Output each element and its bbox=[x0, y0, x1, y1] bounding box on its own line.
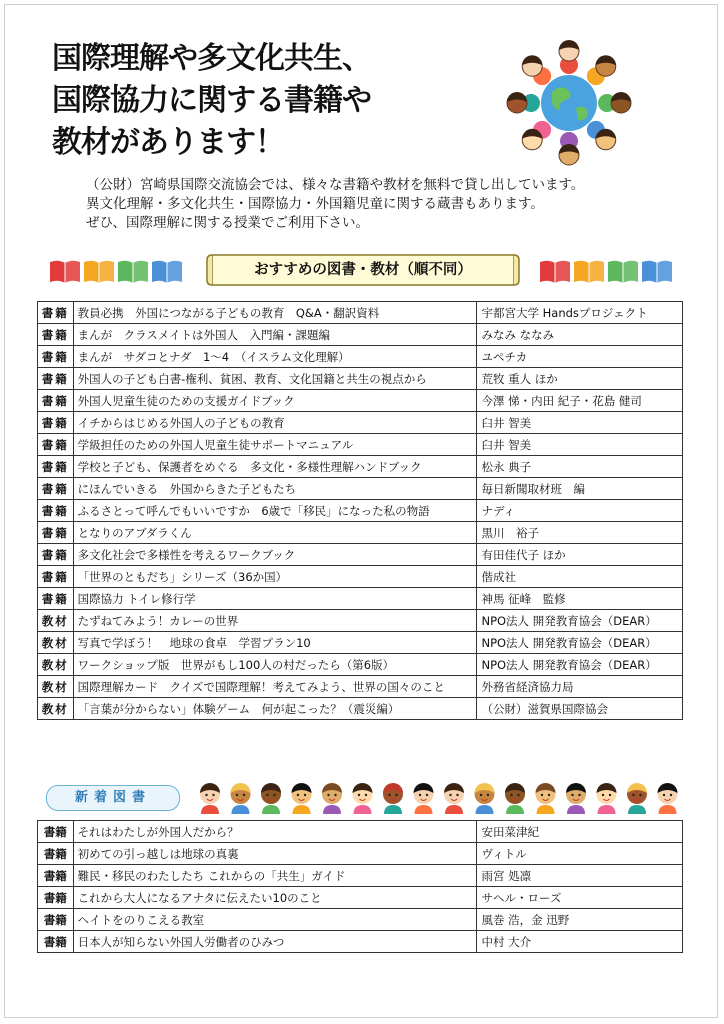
child-face-icon bbox=[536, 783, 556, 814]
open-book-icon bbox=[50, 261, 80, 283]
author-cell: 宇都宮大学 Handsプロジェクト bbox=[477, 302, 683, 324]
title-line-1: 国際理解や多文化共生、 bbox=[52, 41, 371, 76]
open-book-icon bbox=[574, 261, 604, 283]
title-cell: 学級担任のための外国人児童生徒サポートマニュアル bbox=[73, 434, 477, 456]
book-icons-left bbox=[48, 258, 188, 288]
author-cell: サヘル・ローズ bbox=[477, 887, 683, 909]
child-face-icon bbox=[566, 783, 586, 814]
child-icon bbox=[559, 40, 579, 74]
table-row bbox=[38, 434, 683, 456]
title-cell: 写真で学ぼう！ 地球の食卓 学習プラン10 bbox=[73, 632, 477, 654]
child-face-icon bbox=[597, 783, 617, 814]
table-row bbox=[38, 887, 683, 909]
author-cell: 荒牧 重人 ほか bbox=[477, 368, 683, 390]
title-cell: 外国人児童生徒のための支援ガイドブック bbox=[73, 390, 477, 412]
child-face-icon bbox=[658, 783, 678, 814]
child-face-icon bbox=[444, 783, 464, 814]
category-cell: 教材 bbox=[38, 698, 74, 720]
table-row bbox=[38, 412, 683, 434]
author-cell: 雨宮 処凛 bbox=[477, 865, 683, 887]
child-face-icon bbox=[383, 783, 403, 814]
globe-with-children-icon bbox=[494, 28, 644, 178]
table-row bbox=[38, 522, 683, 544]
author-cell: 外務省経済協力局 bbox=[477, 676, 683, 698]
category-cell: 書籍 bbox=[38, 821, 74, 843]
table-row bbox=[38, 865, 683, 887]
category-cell: 書籍 bbox=[38, 544, 74, 566]
table-row bbox=[38, 302, 683, 324]
category-cell: 書籍 bbox=[38, 478, 74, 500]
banner-label: おすすめの図書・教材（順不同） bbox=[254, 262, 472, 278]
author-cell: ユペチカ bbox=[477, 346, 683, 368]
author-cell: 有田佳代子 ほか bbox=[477, 544, 683, 566]
author-cell: 毎日新聞取材班 編 bbox=[477, 478, 683, 500]
author-cell: NPO法人 開発教育協会（DEAR） bbox=[477, 654, 683, 676]
author-cell: 神馬 征峰 監修 bbox=[477, 588, 683, 610]
child-face-icon bbox=[627, 783, 647, 814]
author-cell: ナディ bbox=[477, 500, 683, 522]
intro-line-3: ぜひ、国際理解に関する授業でご利用下さい。 bbox=[86, 215, 369, 231]
open-book-icon bbox=[642, 261, 672, 283]
title-cell: ふるさとって呼んでもいいですか 6歳で「移民」になった私の物語 bbox=[73, 500, 477, 522]
book-icons-right bbox=[538, 258, 678, 288]
title-cell: 多文化社会で多様性を考えるワークブック bbox=[73, 544, 477, 566]
child-face-icon bbox=[475, 783, 495, 814]
category-cell: 書籍 bbox=[38, 566, 74, 588]
table-row bbox=[38, 610, 683, 632]
table-row bbox=[38, 698, 683, 720]
title-cell: ワークショップ版 世界がもし100人の村だったら（第6版） bbox=[73, 654, 477, 676]
table-row bbox=[38, 478, 683, 500]
title-cell: これから大人になるアナタに伝えたい10のこと bbox=[73, 887, 477, 909]
category-cell: 教材 bbox=[38, 610, 74, 632]
category-cell: 書籍 bbox=[38, 368, 74, 390]
intro-line-1: （公財）宮崎県国際交流協会では、様々な書籍や教材を無料で貸し出しています。 bbox=[86, 177, 585, 193]
intro-line-2: 異文化理解・多文化共生・国際協力・外国籍児童に関する蔵書もあります。 bbox=[86, 196, 544, 212]
open-book-icon bbox=[118, 261, 148, 283]
category-cell: 書籍 bbox=[38, 456, 74, 478]
child-face-icon bbox=[231, 783, 251, 814]
category-cell: 書籍 bbox=[38, 931, 74, 953]
new-books-label: 新着図書 bbox=[46, 785, 180, 811]
category-cell: 書籍 bbox=[38, 522, 74, 544]
table-row bbox=[38, 368, 683, 390]
author-cell: ヴィトル bbox=[477, 843, 683, 865]
table-row bbox=[38, 821, 683, 843]
table-row bbox=[38, 909, 683, 931]
child-icon bbox=[587, 121, 616, 150]
child-face-icon bbox=[261, 783, 281, 814]
table-row bbox=[38, 500, 683, 522]
author-cell: NPO法人 開発教育協会（DEAR） bbox=[477, 610, 683, 632]
title-cell: 学校と子ども、保護者をめぐる 多文化・多様性理解ハンドブック bbox=[73, 456, 477, 478]
author-cell: 風巻 浩，金 迅野 bbox=[477, 909, 683, 931]
title-cell: 日本人が知らない外国人労働者のひみつ bbox=[73, 931, 477, 953]
category-cell: 書籍 bbox=[38, 346, 74, 368]
author-cell: 臼井 智美 bbox=[477, 412, 683, 434]
table-row bbox=[38, 346, 683, 368]
author-cell: みなみ ななみ bbox=[477, 324, 683, 346]
author-cell: （公財）滋賀県国際協会 bbox=[477, 698, 683, 720]
recommended-table bbox=[37, 301, 683, 720]
child-face-icon bbox=[353, 783, 373, 814]
category-cell: 教材 bbox=[38, 676, 74, 698]
title-cell: まんが クラスメイトは外国人 入門編・課題編 bbox=[73, 324, 477, 346]
open-book-icon bbox=[84, 261, 114, 283]
author-cell: 中村 大介 bbox=[477, 931, 683, 953]
category-cell: 書籍 bbox=[38, 588, 74, 610]
child-icon bbox=[598, 92, 631, 113]
title-cell: まんが サダコとナダ 1～4 （イスラム文化理解） bbox=[73, 346, 477, 368]
table-row bbox=[38, 566, 683, 588]
child-face-icon bbox=[414, 783, 434, 814]
category-cell: 書籍 bbox=[38, 434, 74, 456]
open-book-icon bbox=[540, 261, 570, 283]
table-row bbox=[38, 324, 683, 346]
title-cell: にほんでいきる 外国からきた子どもたち bbox=[73, 478, 477, 500]
author-cell: 臼井 智美 bbox=[477, 434, 683, 456]
author-cell: 安田菜津紀 bbox=[477, 821, 683, 843]
open-book-icon bbox=[152, 261, 182, 283]
category-cell: 書籍 bbox=[38, 865, 74, 887]
table-row bbox=[38, 390, 683, 412]
table-row bbox=[38, 632, 683, 654]
child-face-icon bbox=[505, 783, 525, 814]
title-line-2: 国際協力に関する書籍や bbox=[52, 83, 371, 118]
table-row bbox=[38, 931, 683, 953]
child-icon bbox=[522, 55, 551, 85]
child-face-icon bbox=[200, 783, 220, 814]
author-cell: NPO法人 開発教育協会（DEAR） bbox=[477, 632, 683, 654]
category-cell: 書籍 bbox=[38, 302, 74, 324]
child-faces-row bbox=[196, 780, 686, 814]
title-cell: となりのアブダラくん bbox=[73, 522, 477, 544]
category-cell: 書籍 bbox=[38, 843, 74, 865]
title-cell: 初めての引っ越しは地球の真裏 bbox=[73, 843, 477, 865]
author-cell: 松永 典子 bbox=[477, 456, 683, 478]
category-cell: 書籍 bbox=[38, 412, 74, 434]
intro-text bbox=[86, 176, 686, 233]
title-cell: 外国人の子ども白書‐権利、貧困、教育、文化国籍と共生の視点から bbox=[73, 368, 477, 390]
table-row bbox=[38, 676, 683, 698]
child-face-icon bbox=[322, 783, 342, 814]
category-cell: 書籍 bbox=[38, 390, 74, 412]
title-cell: 「言葉が分からない」体験ゲーム 何が起こった？（震災編） bbox=[73, 698, 477, 720]
new-books-table bbox=[37, 820, 683, 953]
title-cell: 「世界のともだち」シリーズ（36か国） bbox=[73, 566, 477, 588]
child-icon bbox=[559, 132, 579, 165]
title-cell: たずねてみよう！カレーの世界 bbox=[73, 610, 477, 632]
table-row bbox=[38, 544, 683, 566]
category-cell: 教材 bbox=[38, 632, 74, 654]
table-row bbox=[38, 588, 683, 610]
title-cell: 教員必携 外国につながる子どもの教育 Q&A・翻訳資料 bbox=[73, 302, 477, 324]
category-cell: 書籍 bbox=[38, 887, 74, 909]
author-cell: 偕成社 bbox=[477, 566, 683, 588]
recommended-banner bbox=[206, 251, 520, 289]
title-cell: それはわたしが外国人だから？ bbox=[73, 821, 477, 843]
child-icon bbox=[522, 121, 551, 150]
author-cell: 今澤 悌・内田 紀子・花島 健司 bbox=[477, 390, 683, 412]
child-icon bbox=[587, 55, 616, 85]
title-cell: ヘイトをのりこえる教室 bbox=[73, 909, 477, 931]
title-cell: 難民・移民のわたしたち これからの「共生」ガイド bbox=[73, 865, 477, 887]
child-icon bbox=[507, 92, 540, 113]
author-cell: 黒川 裕子 bbox=[477, 522, 683, 544]
category-cell: 書籍 bbox=[38, 909, 74, 931]
title-cell: 国際理解カード クイズで国際理解！考えてみよう、世界の国々のこと bbox=[73, 676, 477, 698]
table-row bbox=[38, 654, 683, 676]
category-cell: 書籍 bbox=[38, 324, 74, 346]
table-row bbox=[38, 456, 683, 478]
page-title bbox=[52, 38, 482, 164]
open-book-icon bbox=[608, 261, 638, 283]
category-cell: 書籍 bbox=[38, 500, 74, 522]
category-cell: 教材 bbox=[38, 654, 74, 676]
title-cell: 国際協力 トイレ修行学 bbox=[73, 588, 477, 610]
table-row bbox=[38, 843, 683, 865]
child-face-icon bbox=[292, 783, 312, 814]
title-line-3: 教材があります！ bbox=[52, 125, 284, 160]
title-cell: イチからはじめる外国人の子どもの教育 bbox=[73, 412, 477, 434]
